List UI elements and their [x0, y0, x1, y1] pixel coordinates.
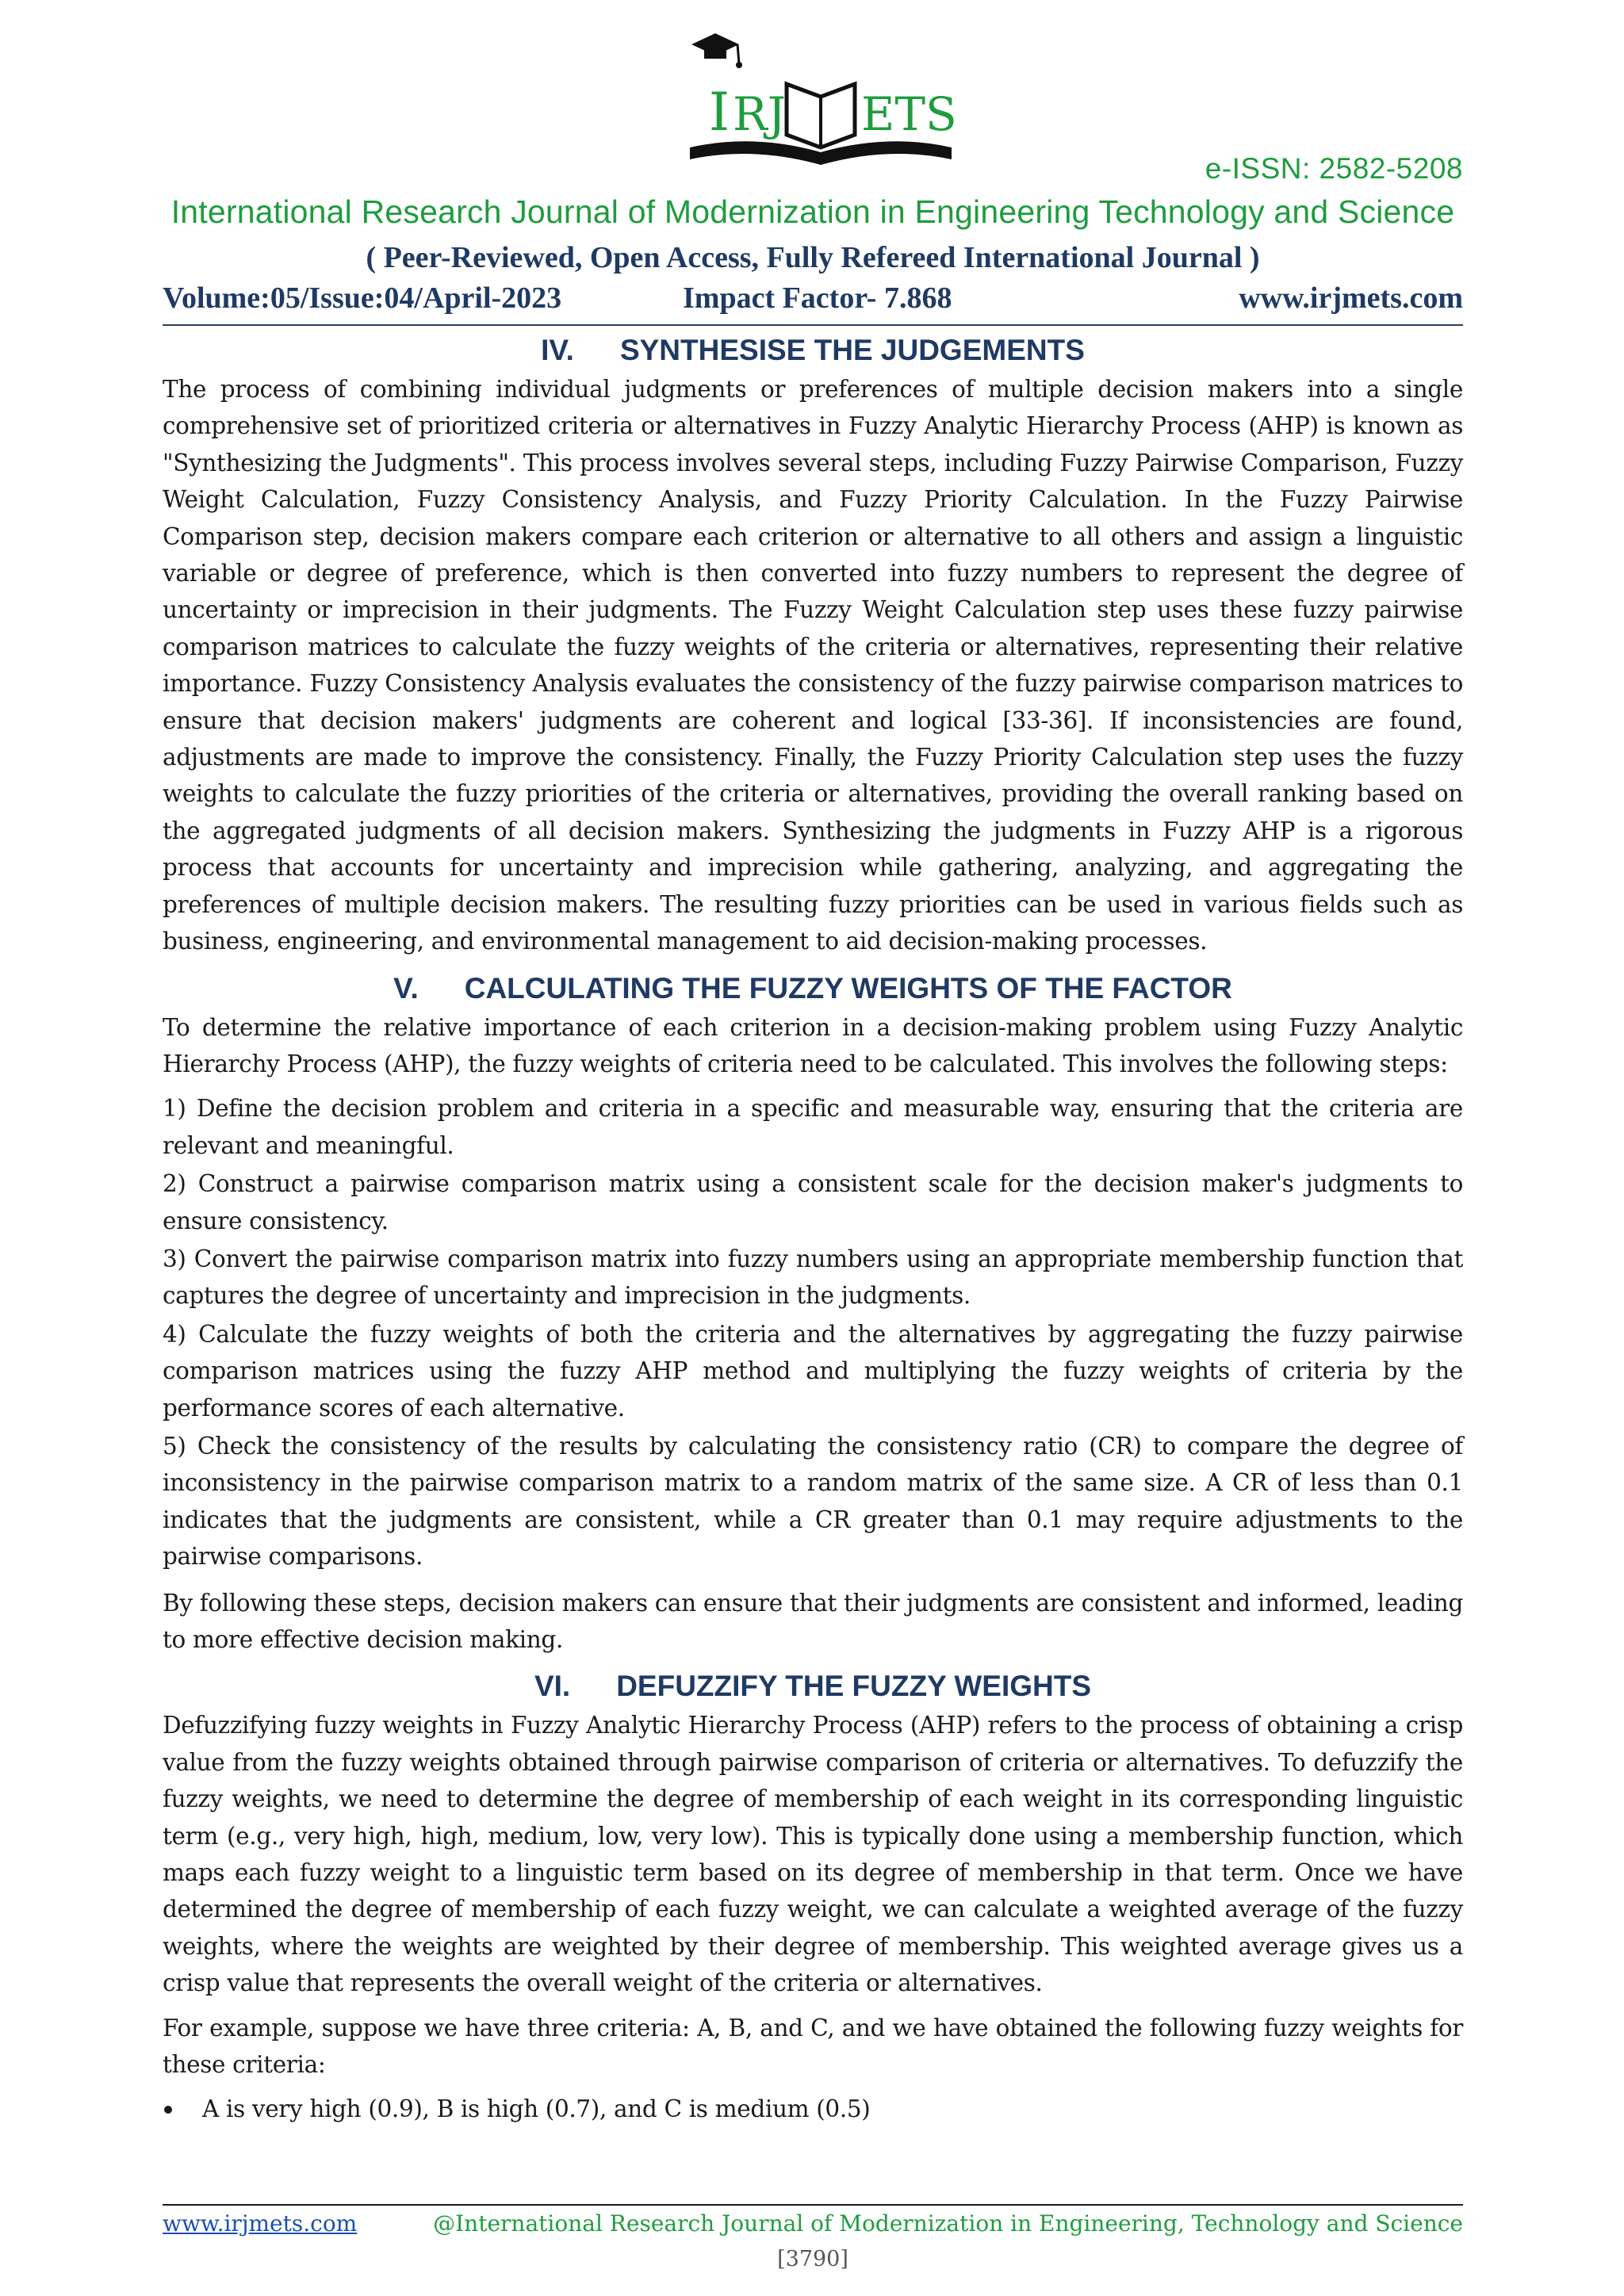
step-item: 2) Construct a pairwise comparison matrix using a consistent scale for the decision maker's judgments to ensure consistency.	[163, 1170, 1463, 1234]
section-heading-v	[163, 968, 1463, 1009]
footer-journal: @International Research Journal of Modernization in Engineering, Technology and Science	[433, 2210, 1463, 2237]
section-title: SYNTHESISE THE JUDGEMENTS	[619, 334, 1085, 366]
impact-factor: Impact Factor- 7.868	[683, 281, 952, 315]
section-heading-iv	[163, 330, 1463, 371]
paragraph: The process of combining individual judgments or preferences of multiple decision makers into a single comprehensive set of prioritized criteria or alternatives in Fuzzy Analytic Hierarchy Process (AHP) is known as "Synthesizing the Judgments". This process involves several steps, including Fuzzy Pairwise Comparison, Fuzzy Weight Calculation, Fuzzy Consistency Analysis, and Fuzzy Priority Calculation. In the Fuzzy Pairwise Comparison step, decision makers compare each criterion or alternative to all others and assign a linguistic variable or degree of preference, which is then converted into fuzzy numbers to represent the degree of uncertainty or imprecision in their judgments. The Fuzzy Weight Calculation step uses these fuzzy pairwise comparison matrices to calculate the fuzzy weights of the criteria or alternatives, representing their relative importance. Fuzzy Consistency Analysis evaluates the consistency of the fuzzy pairwise comparison matrices to ensure that decision makers' judgments are coherent and logical [33-36]. If inconsistencies are found, adjustments are made to improve the consistency. Finally, the Fuzzy Priority Calculation step uses the fuzzy weights to calculate the fuzzy priorities of the criteria or alternatives, providing the overall ranking based on the aggregated judgments of all decision makers. Synthesizing the judgments in Fuzzy AHP is a rigorous process that accounts for uncertainty and imprecision while gathering, analyzing, and aggregating the preferences of multiple decision makers. The resulting fuzzy priorities can be used in various fields such as business, engineering, and environmental management to aid decision-making processes.	[163, 376, 1463, 955]
bullet-icon	[164, 2106, 172, 2114]
bullet-item	[163, 2091, 1463, 2127]
section-number: IV.	[541, 334, 574, 366]
issn: e-ISSN: 2582-5208	[1205, 152, 1463, 185]
page-number: [3790]	[777, 2247, 848, 2271]
paragraph: For example, suppose we have three criteria: A, B, and C, and we have obtained the following fuzzy weights for these criteria:	[163, 2014, 1463, 2079]
svg-text:I: I	[709, 82, 730, 143]
step-item: 3) Convert the pairwise comparison matrix into fuzzy numbers using an appropriate membership function that captures the degree of uncertainty and imprecision in the judgments.	[163, 1245, 1463, 1310]
section-number: VI.	[534, 1670, 571, 1703]
volume-issue: Volume:05/Issue:04/April-2023	[163, 281, 562, 315]
step-item: 1) Define the decision problem and criteria in a specific and measurable way, ensuring that the criteria are relevant and meaningful.	[163, 1095, 1463, 1159]
paper-page	[163, 0, 1463, 2296]
step-item: 4) Calculate the fuzzy weights of both the criteria and the alternatives by aggregating the fuzzy pairwise comparison matrices using the fuzzy AHP method and multiplying the fuzzy weights of criteria by the performance scores of each alternative.	[163, 1320, 1463, 1422]
section-heading-vi	[163, 1666, 1463, 1707]
paragraph: By following these steps, decision makers can ensure that their judgments are consistent and informed, leading to more effective decision making.	[163, 1589, 1463, 1653]
header-divider	[163, 324, 1463, 326]
svg-text:RJ: RJ	[733, 87, 786, 141]
article-body	[163, 330, 1463, 2128]
footer-website-link[interactable]: www.irjmets.com	[163, 2210, 358, 2237]
irjmets-logo	[674, 29, 967, 171]
bullet-text: A is very high (0.9), B is high (0.7), and C is medium (0.5)	[202, 2095, 871, 2123]
paragraph: To determine the relative importance of each criterion in a decision-making problem using Fuzzy Analytic Hierarchy Process (AHP), the fuzzy weights of criteria need to be calculated. This involves the following steps:	[163, 1013, 1463, 1077]
svg-text:ETS: ETS	[861, 87, 957, 141]
section-number: V.	[393, 971, 419, 1004]
section-title: CALCULATING THE FUZZY WEIGHTS OF THE FACTOR	[464, 971, 1232, 1004]
footer-divider	[163, 2204, 1463, 2206]
step-item: 5) Check the consistency of the results by calculating the consistency ratio (CR) to compare the degree of inconsistency in the pairwise comparison matrix to a random matrix of the same size. A CR of less than 0.1 indicates that the judgments are consistent, while a CR greater than 0.1 may require adjustments to the pairwise comparisons.	[163, 1432, 1463, 1571]
section-title: DEFUZZIFY THE FUZZY WEIGHTS	[616, 1670, 1092, 1703]
journal-title: International Research Journal of Modernization in Engineering Technology and Science	[170, 193, 1455, 230]
paragraph: Defuzzifying fuzzy weights in Fuzzy Analytic Hierarchy Process (AHP) refers to the process of obtaining a crisp value from the fuzzy weights obtained through pairwise comparison of criteria or alternatives. To defuzzify the fuzzy weights, we need to determine the degree of membership of each weight in its corresponding linguistic term (e.g., very high, high, medium, low, very low). This is typically done using a membership function, which maps each fuzzy weight to a linguistic term based on its degree of membership in that term. Once we have determined the degree of membership of each fuzzy weight, we can calculate a weighted average of the fuzzy weights, where the weights are weighted by their degree of membership. This weighted average gives us a crisp value that represents the overall weight of the criteria or alternatives.	[163, 1712, 1463, 1997]
steps-list	[163, 1090, 1463, 1575]
journal-meta-row	[163, 281, 1463, 320]
peer-reviewed-line: ( Peer-Reviewed, Open Access, Fully Refereed International Journal )	[366, 241, 1260, 274]
header-website: www.irjmets.com	[1239, 281, 1463, 315]
